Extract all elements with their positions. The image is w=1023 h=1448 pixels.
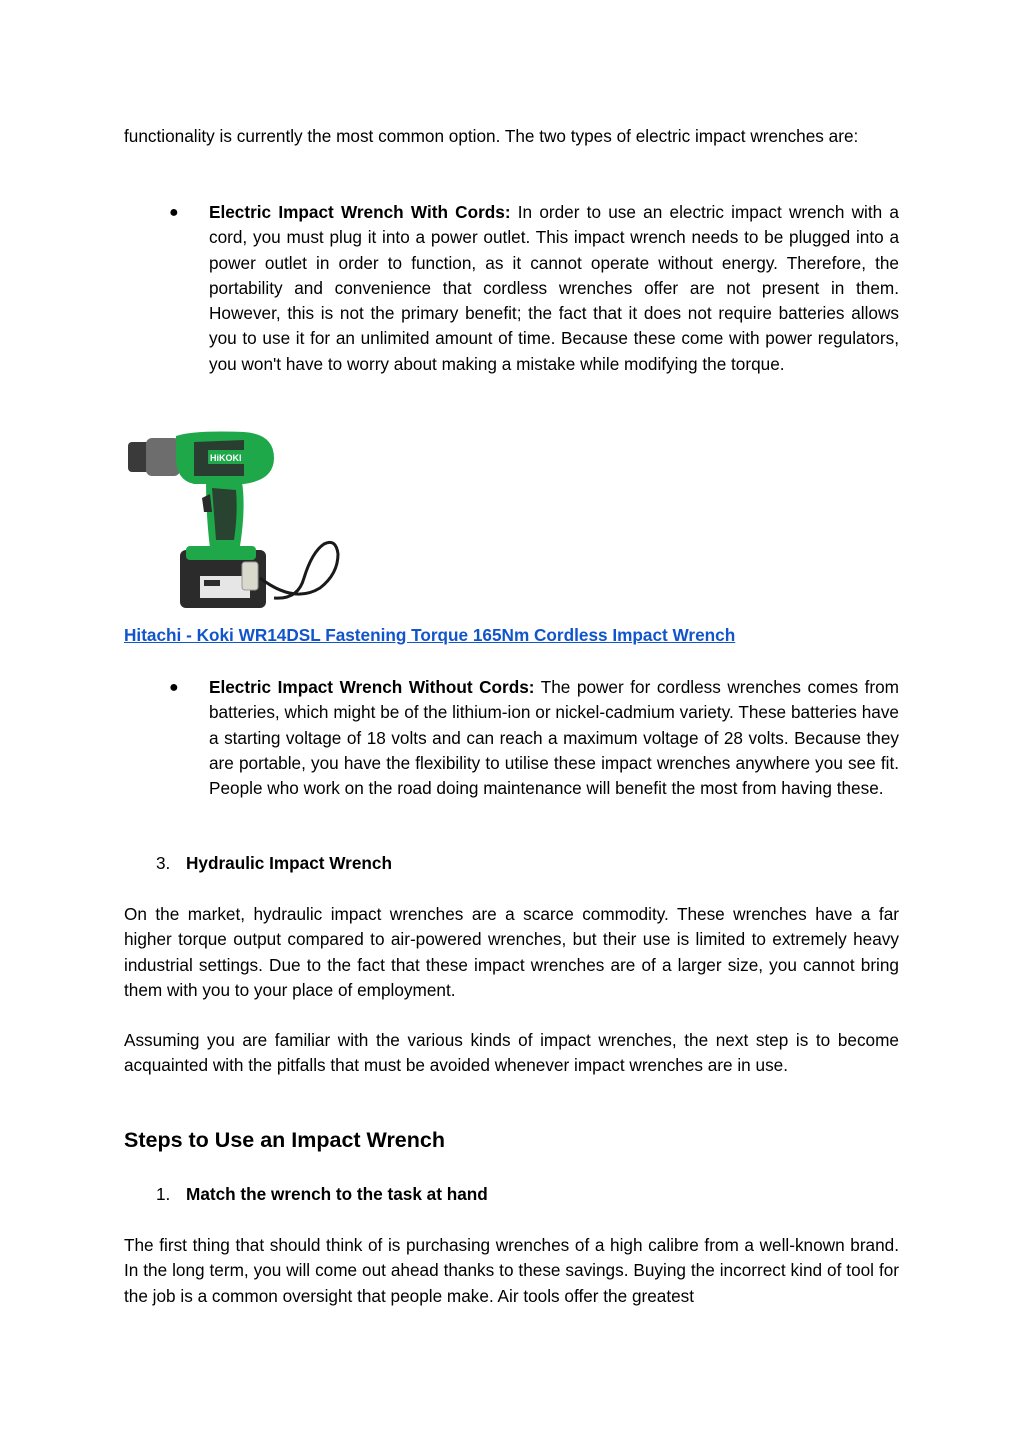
bullet-marker: ● [169,204,179,221]
impact-wrench-icon [124,428,354,620]
paragraph-hydraulic: On the market, hydraulic impact wrenches are a scarce commodity. These wrenches have a far higher torque output compared to air-powered wrenches, but their use is limited to extremely heavy industrial settings. Due to the fact that these impact wrenches are of a larger size, you cannot bring them with you to your place of employment. [124,904,899,1000]
item-number: 1. [156,1184,171,1204]
bullet-marker: ● [169,679,179,696]
impact-wrench-image [124,428,354,620]
brand-logo: HiKOKI [210,453,242,463]
item-number: 3. [156,853,171,873]
bullet-text-cordless [209,675,899,801]
bullet-title-corded: Electric Impact Wrench With Cords: [209,202,511,222]
bullet-body-corded: In order to use an electric impact wrench with a cord, you must plug it into a power outlet. This impact wrench needs to be plugged into a power outlet in order to function, as it cannot operate without energy. Therefore, the portability and convenience that cordless wrenches offer are not present in them. However, this is not the primary benefit; the fact that it does not require batteries allows you to use it for an unlimited amount of time. Because these come with power regulators, you won't have to worry about making a mistake while modifying the torque. [209,202,899,374]
intro-paragraph: functionality is currently the most common option. The two types of electric impact wrenches are: [124,126,859,146]
section-heading: Steps to Use an Impact Wrench [124,1128,445,1152]
paragraph-assuming: Assuming you are familiar with the various kinds of impact wrenches, the next step is to become acquainted with the pitfalls that must be avoided whenever impact wrenches are in use. [124,1030,899,1076]
bullet-body-cordless: The power for cordless wrenches comes from batteries, which might be of the lithium-ion or nickel-cadmium variety. These batteries have a starting voltage of 18 volts and can reach a maximum voltage of 28 volts. Because they are portable, you have the flexibility to utilise these impact wrenches anywhere you see fit. People who work on the road doing maintenance will benefit the most from having these. [209,677,899,799]
item-title-hydraulic: Hydraulic Impact Wrench [186,853,392,873]
bullet-text-corded [209,200,899,377]
bullet-title-cordless: Electric Impact Wrench Without Cords: [209,677,535,697]
paragraph-first-thing: The first thing that should think of is purchasing wrenches of a high calibre from a well-known brand. In the long term, you will come out ahead thanks to these savings. Buying the incorrect kind of tool for the job is a common oversight that people make. Air tools offer the greatest [124,1235,899,1306]
item-title-step1: Match the wrench to the task at hand [186,1184,488,1204]
product-link[interactable]: Hitachi - Koki WR14DSL Fastening Torque 165Nm Cordless Impact Wrench [124,625,736,645]
